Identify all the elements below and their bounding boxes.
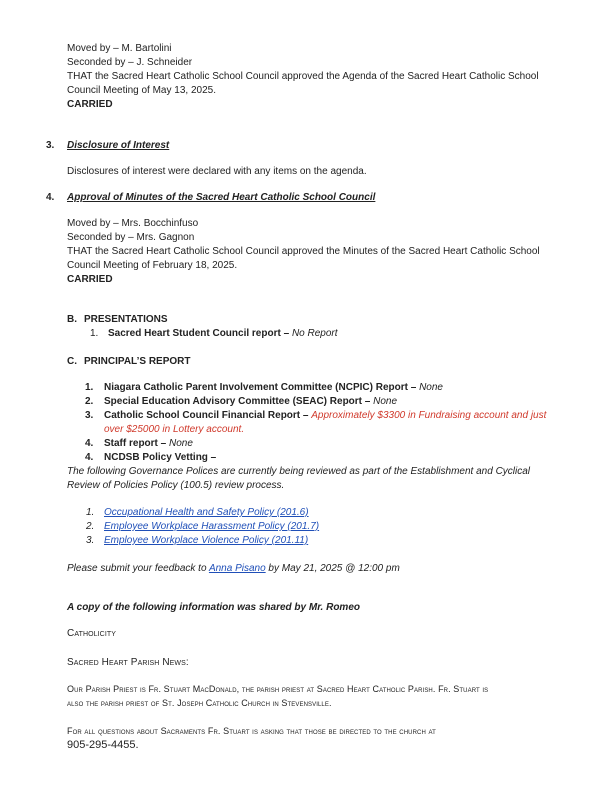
presentations-title: PRESENTATIONS [84,314,168,325]
principal-item5-number: 4. [85,452,94,463]
governance-text-line1: The following Governance Polices are currently being reviewed as part of the Establishment and Cyclical [67,466,531,477]
presentations-letter: B. [67,314,77,325]
section4-moved: Moved by – Mrs. Bocchinfuso [67,218,199,229]
section3-text: Disclosures of interest were declared with any items on the agenda. [67,166,367,177]
catholicity-label: Catholicity [67,628,117,639]
policy3-number: 3. [86,535,95,546]
policy2-number: 2. [86,521,95,532]
section4-seconded: Seconded by – Mrs. Gagnon [67,232,195,243]
principal-item3-number: 3. [85,410,94,421]
section4-title: Approval of Minutes of the Sacred Heart Catholic School Council [67,192,376,203]
motion1-that-line1: THAT the Sacred Heart Catholic School Council approved the Agenda of the Sacred Heart Catholic School [67,71,539,82]
presentations-item1-label: Sacred Heart Student Council report – [108,328,292,339]
motion1-that-line2: Council Meeting of May 13, 2025. [67,85,216,96]
section4-carried: CARRIED [67,274,113,285]
section4-that-line2: Council Meeting of February 18, 2025. [67,260,238,271]
parish-para1-line1: Our Parish Priest is Fr. Stuart MacDonald, the parish priest at Sacred Heart Catholic Parish. Fr. Stuart is [67,684,489,694]
principal-item4 [104,437,193,450]
motion1-carried: CARRIED [67,99,113,110]
motion1-seconded: Seconded by – J. Schneider [67,57,193,68]
section3-number: 3. [46,140,55,151]
policy2-link[interactable]: Employee Workplace Harassment Policy (201.7) [104,521,320,532]
principal-title: PRINCIPAL’S REPORT [84,356,191,367]
principal-item2-number: 2. [85,396,94,407]
parish-phone: 905-295-4455. [67,739,139,751]
principal-item2-label: Special Education Advisory Committee (SEAC) Report – [104,396,374,407]
shared-heading: A copy of the following information was shared by Mr. Romeo [67,602,360,613]
principal-item3-label: Catholic School Council Financial Report – [104,410,312,421]
governance-text-line2: Review of Policies Policy (100.5) review process. [67,480,285,491]
policy3-link[interactable]: Employee Workplace Violence Policy (201.11) [104,535,309,546]
policy1-number: 1. [86,507,95,518]
section4-number: 4. [46,192,55,203]
principal-item4-number: 4. [85,438,94,449]
presentations-item1 [108,327,338,340]
feedback-line [67,562,400,575]
feedback-pre: Please submit your feedback to [67,563,209,574]
principal-item1-note: None [419,382,443,393]
section4-that-line1: THAT the Sacred Heart Catholic School Council approved the Minutes of the Sacred Heart Catholic School [67,246,540,257]
feedback-post: by May 21, 2025 @ 12:00 pm [265,563,400,574]
principal-item3-note-line1: Approximately $3300 in Fundraising account and just [311,410,547,421]
principal-letter: C. [67,356,77,367]
presentations-item1-note: No Report [291,328,338,339]
principal-item1-number: 1. [85,382,94,393]
section3-title: Disclosure of Interest [67,140,170,151]
principal-item5-label: NCDSB Policy Vetting – [104,452,217,463]
principal-item4-label: Staff report – [104,438,170,449]
principal-item1-label: Niagara Catholic Parent Involvement Committee (NCPIC) Report – [104,382,420,393]
principal-item4-note: None [169,438,193,449]
principal-item2-note: None [373,396,398,407]
parish-news-label: Sacred Heart Parish News: [67,657,189,668]
policy1-link[interactable]: Occupational Health and Safety Policy (201.6) [104,507,309,518]
principal-item2 [104,395,397,408]
motion1-moved: Moved by – M. Bartolini [67,43,172,54]
principal-item3-note-line2: over $25000 in Lottery account. [104,424,245,435]
parish-para2-line1: For all questions about Sacraments Fr. Stuart is asking that those be directed to the church at [67,726,436,736]
principal-item1 [104,381,443,394]
parish-para1-line2: also the parish priest of St. Joseph Catholic Church in Stevensville. [67,698,332,708]
principal-item3 [104,409,546,422]
feedback-contact-link[interactable]: Anna Pisano [208,563,266,574]
presentations-item1-number: 1. [90,328,99,339]
